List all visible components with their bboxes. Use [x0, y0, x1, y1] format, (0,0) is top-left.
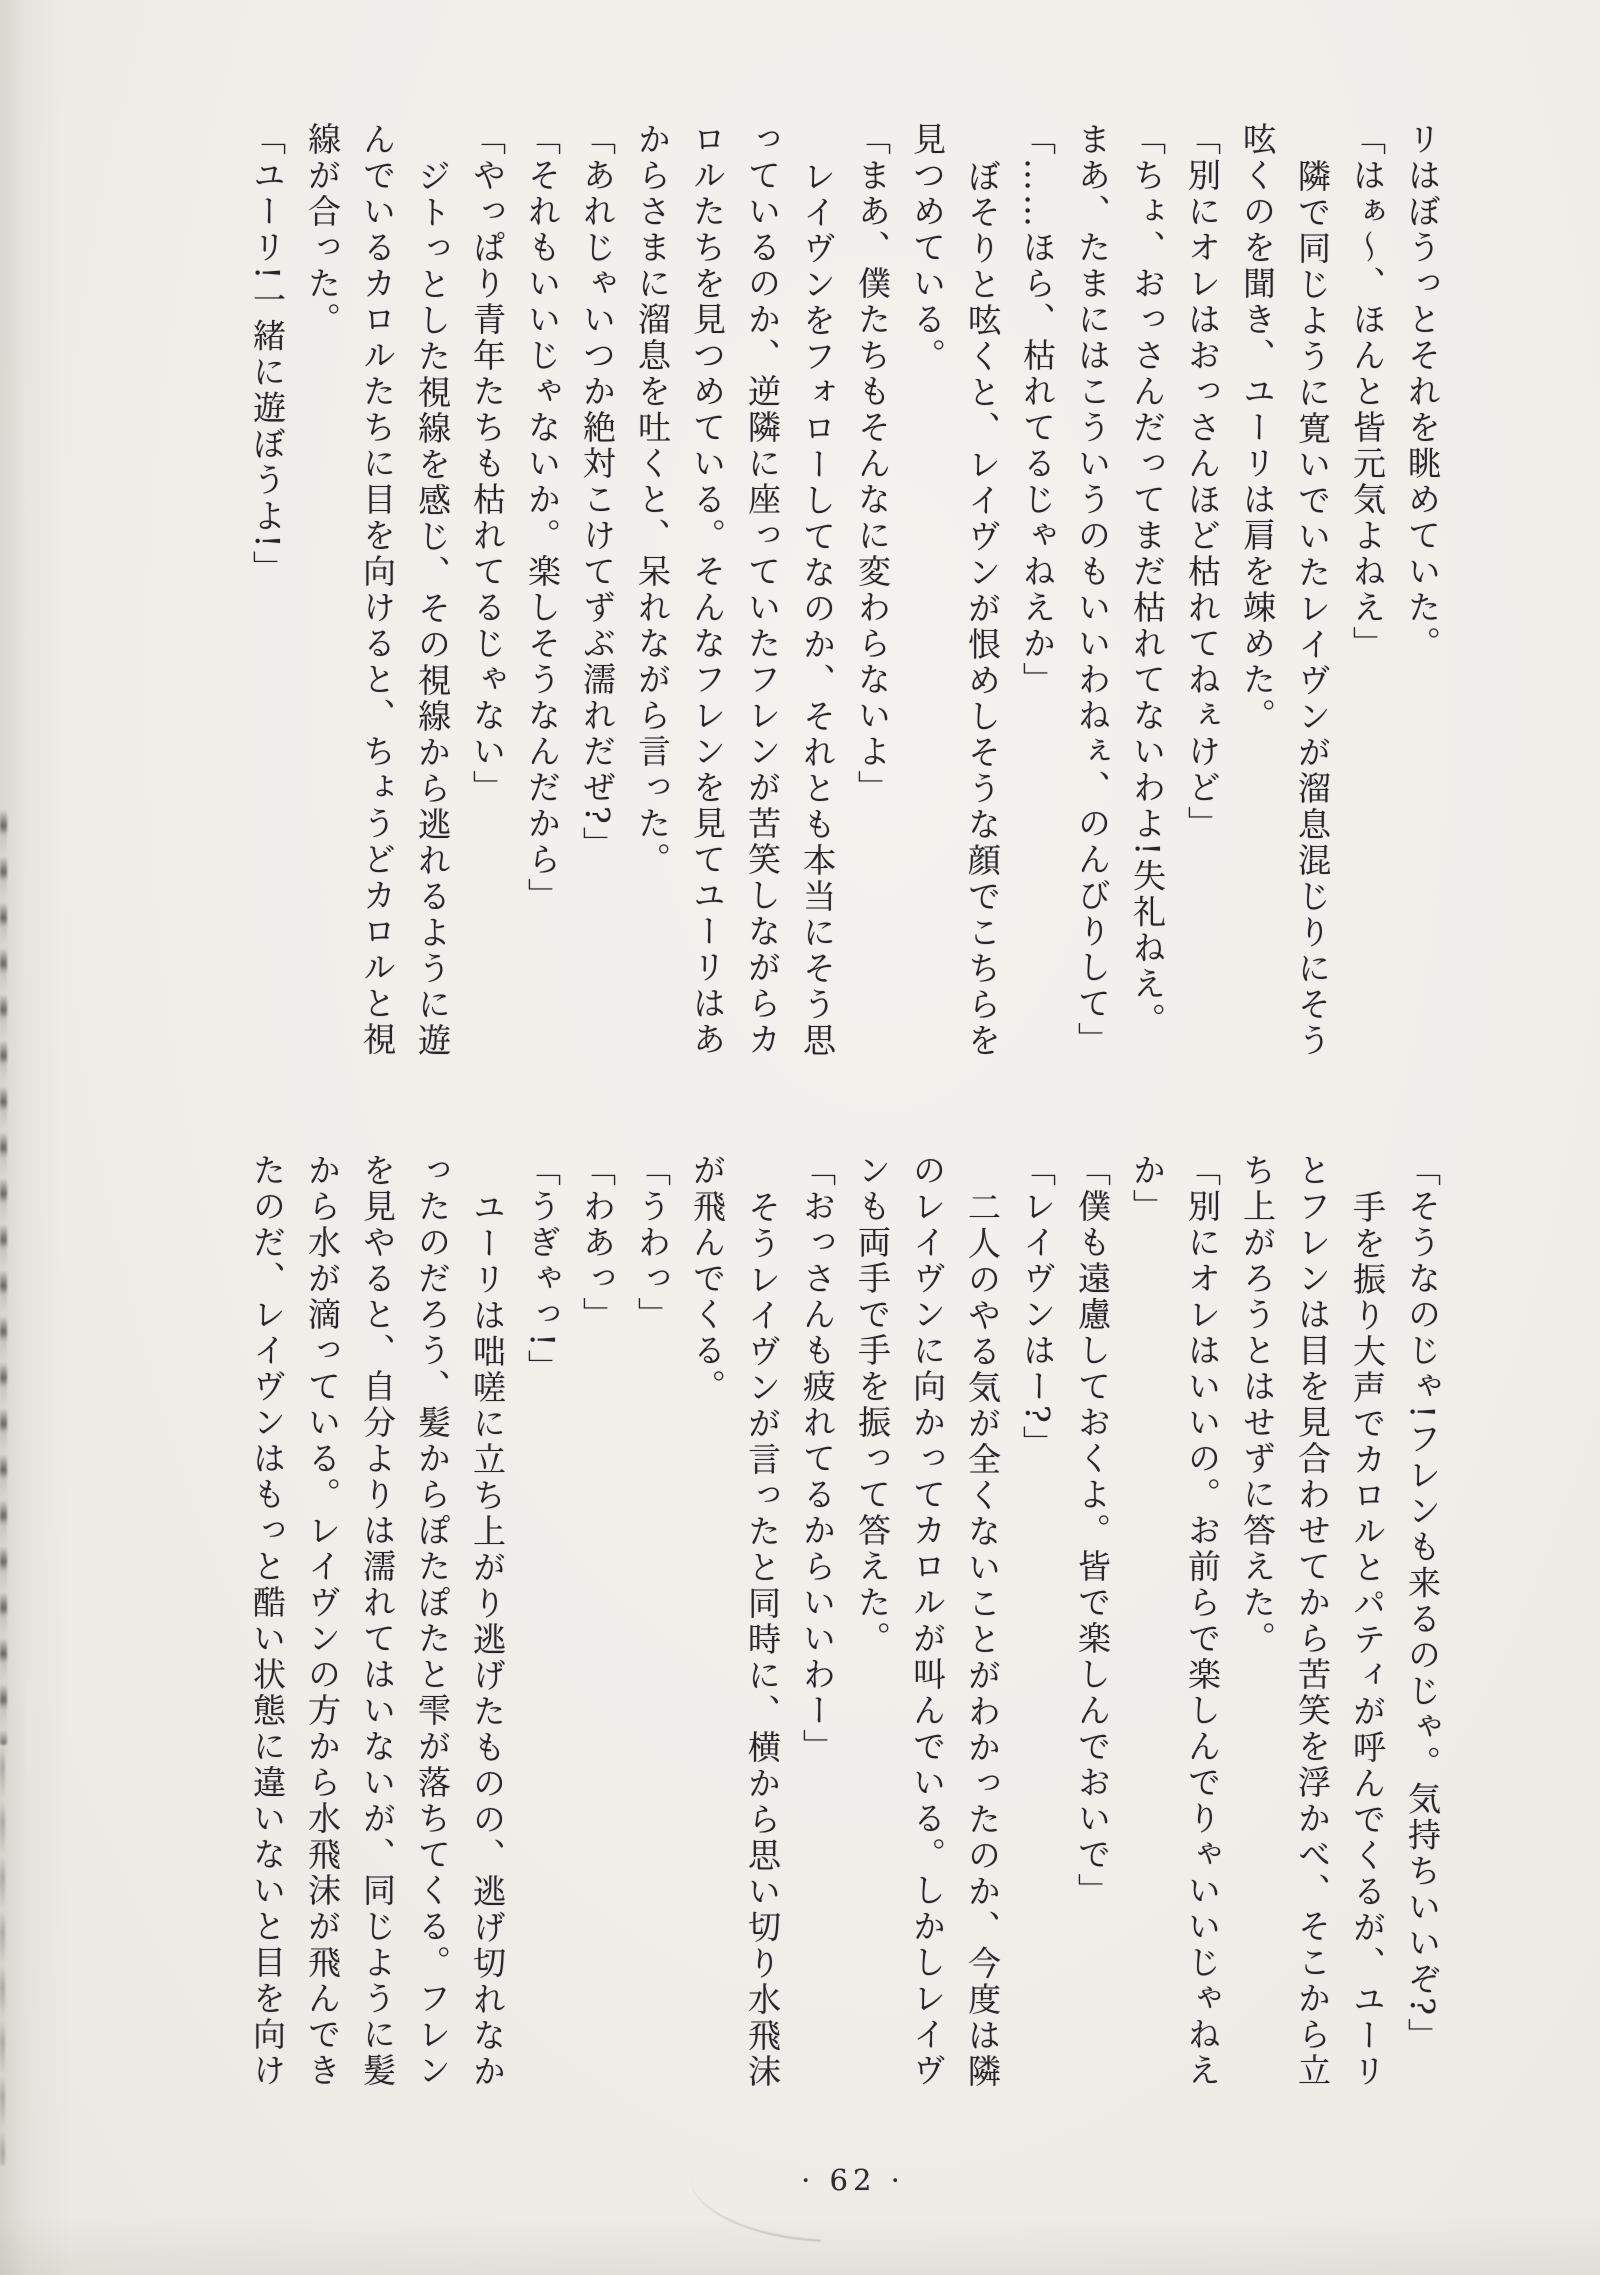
text-column: 「はぁ〜、ほんと皆元気よねえ」	[1348, 122, 1387, 662]
text-column: 「そうなのじゃ!フレンも来るのじゃ。気持ちいいぞ?」	[1403, 1153, 1442, 2054]
text-column: 「別にオレはいいの。お前らで楽しんでりゃいいじゃねえ	[1183, 1153, 1222, 2089]
text-column: 線が合った。	[303, 122, 342, 338]
text-column: 「まあ、僕たちもそんなに変わらないよ」	[853, 122, 892, 806]
text-column: か」	[1128, 1153, 1167, 1225]
text-column: 「別にオレはおっさんほど枯れてねぇけど」	[1183, 122, 1222, 842]
text-column: レイヴンをフォローしてなのか、それとも本当にそう思	[798, 159, 837, 1059]
text-column: ロルたちを見つめている。そんなフレンを見てユーリはあ	[688, 122, 727, 1058]
text-column: 「それもいいじゃないか。楽しそうなんだから」	[523, 122, 562, 914]
text-column: ジトっとした視線を感じ、その視線から逃れるように遊	[413, 159, 452, 1059]
text-column: とフレンは目を見合わせてから苦笑を浮かべ、そこから立	[1293, 1153, 1332, 2089]
text-column: 「僕も遠慮しておくよ。皆で楽しんでおいで」	[1073, 1153, 1112, 1909]
text-column: 「ユーリ!一緒に遊ぼうよ!」	[248, 122, 287, 587]
text-column: 「レイヴンはー?」	[1018, 1153, 1057, 1462]
text-column: 呟くのを聞き、ユーリは肩を竦めた。	[1238, 122, 1277, 734]
text-column: ち上がろうとはせずに答えた。	[1238, 1153, 1277, 1657]
text-column: 「やっぱり青年たちも枯れてるじゃない」	[468, 122, 507, 806]
text-column: 「うわっ」	[633, 1153, 672, 1333]
text-column: ンも両手で手を振って答えた。	[853, 1153, 892, 1657]
text-column: たのだ、レイヴンはもっと酷い状態に違いないと目を向け	[248, 1153, 287, 2089]
text-column: んでいるカロルたちに目を向けると、ちょうどカロルと視	[358, 122, 397, 1058]
text-column: からさまに溜息を吐くと、呆れながら言った。	[633, 122, 672, 878]
page-number: · 62 ·	[801, 2163, 905, 2197]
text-column: 二人のやる気が全くないことがわかったのか、今度は隣	[963, 1190, 1002, 2090]
text-column: 手を振り大声でカロルとパティが呼んでくるが、ユーリ	[1348, 1190, 1387, 2090]
text-column: を見やると、自分よりは濡れてはいないが、同じように髪	[358, 1153, 397, 2089]
text-column: 隣で同じように寛いでいたレイヴンが溜息混じりにそう	[1293, 159, 1332, 1059]
scan-artifact-left-edge-lower	[0, 1745, 5, 2165]
text-column: 見つめている。	[908, 122, 947, 374]
text-column: ったのだろう、髪からぽたぽたと雫が落ちてくる。フレン	[413, 1153, 452, 2089]
text-block-bottom	[240, 1153, 1450, 2118]
text-column: ぼそりと呟くと、レイヴンが恨めしそうな顔でこちらを	[963, 159, 1002, 1059]
text-column: 「おっさんも疲れてるからいいわー」	[798, 1153, 837, 1765]
text-column: から水が滴っている。レイヴンの方から水飛沫が飛んでき	[303, 1153, 342, 2089]
text-column: が飛んでくる。	[688, 1153, 727, 1405]
text-column: まあ、たまにはこういうのもいいわねぇ、のんびりして」	[1073, 122, 1112, 1058]
text-column: のレイヴンに向かってカロルが叫んでいる。しかしレイヴ	[908, 1153, 947, 2089]
scan-artifact-left-edge	[0, 810, 7, 1745]
text-column: 「ちょ、おっさんだってまだ枯れてないわよ!失礼ねえ。	[1128, 122, 1167, 1039]
text-column: っているのか、逆隣に座っていたフレンが苦笑しながらカ	[743, 122, 782, 1058]
text-column: 「……ほら、枯れてるじゃねえか」	[1018, 122, 1057, 698]
text-column: 「あれじゃいつか絶対こけてずぶ濡れだぜ?」	[578, 122, 617, 863]
text-column: 「うぎゃっ!」	[523, 1153, 562, 1386]
text-column: リはぼうっとそれを眺めていた。	[1403, 122, 1442, 662]
text-column: そうレイヴンが言ったと同時に、横から思い切り水飛沫	[743, 1190, 782, 2090]
text-block-top	[240, 122, 1450, 1117]
text-column: ユーリは咄嗟に立ち上がり逃げたものの、逃げ切れなか	[468, 1190, 507, 2090]
text-column: 「わあっ」	[578, 1153, 617, 1333]
